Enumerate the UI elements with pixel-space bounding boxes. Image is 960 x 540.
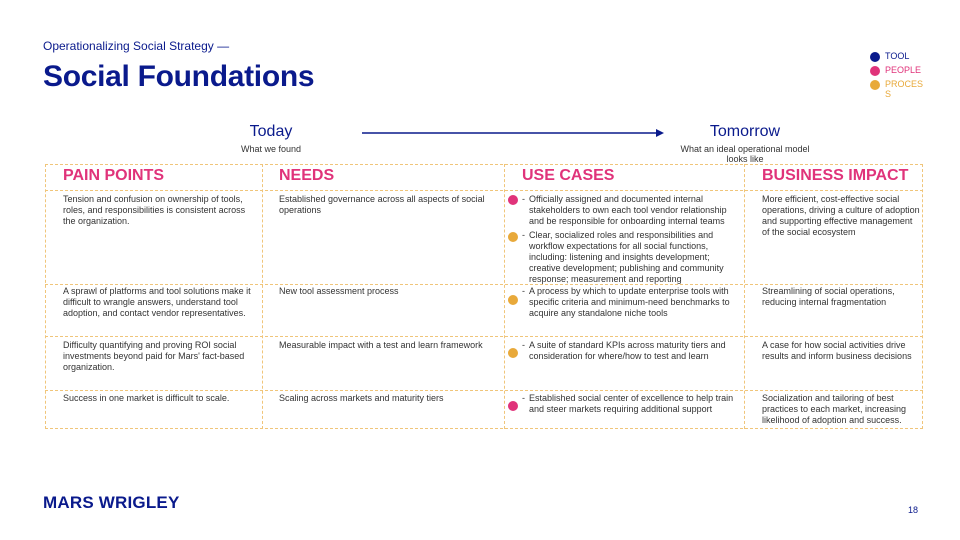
timeline-arrow-icon [362,128,664,138]
column-header-business-impact: BUSINESS IMPACT [762,167,909,184]
list-dash: - [522,393,525,403]
table-cell: Scaling across markets and maturity tiers [279,393,444,403]
list-dash: - [522,230,525,240]
legend-label: PEOPLE [885,65,922,75]
today-sublabel: What we found [240,144,302,154]
today-label: Today [249,123,293,140]
grid-divider [45,164,923,165]
table-cell: Socialization and tailoring of best practices to each market, increasing likelihood of adoption and success. [762,393,907,425]
section-subtitle: Operationalizing Social Strategy — [43,39,230,53]
use-case-item: A suite of standard KPIs across maturity tiers and consideration for where/how to test and learn [529,340,726,361]
grid-divider [45,428,923,429]
people-dot-icon [508,195,518,205]
list-dash: - [522,286,525,296]
process-dot-icon [870,80,880,90]
column-header-use-cases: USE CASES [522,167,615,184]
people-dot-icon [508,401,518,411]
legend-label: TOOL [885,51,910,61]
table-cell: Measurable impact with a test and learn framework [279,340,483,350]
page-title: Social Foundations [43,60,315,93]
column-header-pain-points: PAIN POINTS [63,167,165,184]
tomorrow-label: Tomorrow [709,123,781,140]
table-cell: More efficient, cost-effective social operations, driving a culture of adoption and supporting effective management of the social ecosystem [762,194,920,237]
timeline-today [226,123,316,154]
mars-wrigley-logo: MARS WRIGLEY [43,493,180,512]
table-cell: Success in one market is difficult to scale. [63,393,230,403]
legend-label: PROCESS [885,79,924,99]
legend-item-process [870,79,930,99]
use-case-item: Officially assigned and documented internal stakeholders to own each tool vendor relationship and be responsible for onboarding internal teams [529,194,727,226]
column-header-needs: NEEDS [279,167,335,184]
grid-divider [45,336,923,337]
process-dot-icon [508,295,518,305]
table-cell: Established governance across all aspects of social operations [279,194,485,215]
tool-dot-icon [870,52,880,62]
legend-item-tool [870,51,930,62]
list-dash: - [522,194,525,204]
table-cell: Streamlining of social operations, reducing internal fragmentation [762,286,895,307]
use-case-item: A process by which to update enterprise tools with specific criteria and minimum-need benchmarks to acquire any standalone niche tools [529,286,730,318]
table-cell: A case for how social activities drive results and inform business decisions [762,340,912,361]
people-dot-icon [870,66,880,76]
foundations-table [45,164,923,429]
table-cell: A sprawl of platforms and tool solutions make it difficult to wrangle answers, understand tool adoption, and contact vendor representatives. [63,286,251,318]
page-number: 18 [908,505,919,515]
table-cell: Difficulty quantifying and proving ROI social investments beyond paid for Mars' fact-based organization. [63,340,245,372]
table-cell: New tool assessment process [279,286,399,296]
grid-divider [45,390,923,391]
list-dash: - [522,340,525,350]
legend [870,51,930,102]
legend-item-people [870,65,930,76]
use-case-item: Clear, socialized roles and responsibilities and workflow expectations for all social functions, including: listening and insights development; creative development; publishing and community response; measurement and reporting [529,230,724,284]
grid-divider [45,190,923,191]
process-dot-icon [508,232,518,242]
process-dot-icon [508,348,518,358]
use-case-item: Established social center of excellence to help train and steer markets requiring additional support [529,393,734,414]
tomorrow-sublabel: What an ideal operational model looks like [680,144,810,164]
table-cell: Tension and confusion on ownership of tools, roles, and responsibilities is consistent across the organization. [63,194,246,226]
grid-divider [45,284,923,285]
timeline-tomorrow [680,123,810,164]
